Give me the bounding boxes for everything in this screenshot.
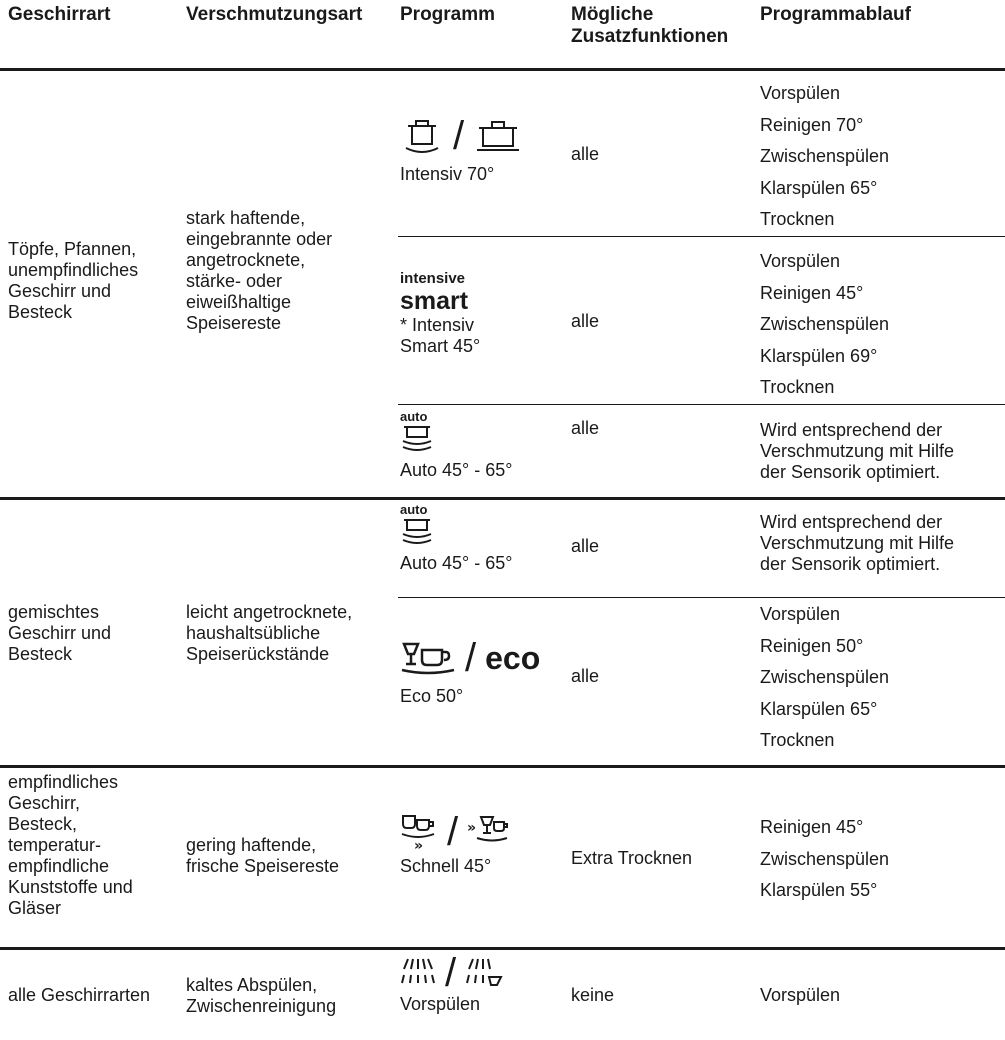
ablauf-step: Klarspülen 55° — [760, 880, 878, 900]
program-name: Schnell 45° — [400, 856, 492, 876]
program-intensiv-smart — [400, 270, 480, 357]
quick-glass-cup-icon — [467, 812, 511, 852]
zusatz-intensiv-70: alle — [571, 144, 600, 164]
program-vorspuelen — [400, 952, 505, 1015]
ablauf-step: Zwischenspülen — [760, 848, 890, 869]
program-name: Auto 45° - 65° — [400, 460, 513, 480]
program-intensiv-70 — [400, 108, 523, 185]
text-line: Besteck — [8, 644, 73, 664]
svg-text:»: » — [467, 820, 477, 836]
text-line: gering haftende, — [186, 835, 317, 855]
program-name: Eco 50° — [400, 686, 464, 706]
ablauf-step: Klarspülen 65° — [760, 177, 878, 198]
slash-separator: / — [465, 636, 477, 680]
pot-icon — [400, 114, 444, 158]
text-line: stärke- oder — [186, 271, 283, 291]
ablauf-step: Klarspülen 69° — [760, 345, 878, 366]
text-line: angetrocknete, — [186, 250, 306, 270]
text-line: Geschirr, — [8, 793, 81, 813]
prerinse-shower-icon — [465, 955, 505, 991]
ablauf-line: Verschmutzung mit Hilfe — [760, 441, 955, 461]
ablauf-step: Vorspülen — [760, 83, 841, 103]
text-line: unempfindliches — [8, 260, 139, 280]
text-line: Besteck — [8, 302, 73, 322]
ablauf-step: Klarspülen 65° — [760, 698, 878, 719]
text-line: frische Speisereste — [186, 856, 340, 876]
shower-icon — [400, 955, 436, 991]
text-line: Töpfe, Pfannen, — [8, 239, 137, 259]
ablauf-schnell-45 — [760, 812, 889, 907]
ablauf-step: Vorspülen — [760, 604, 841, 624]
intensive-smart-logo-bottom: smart — [400, 287, 469, 315]
intensive-smart-logo-top: intensive — [400, 270, 466, 287]
group2-verschmutzungsart — [186, 602, 352, 665]
header-zusatzfunktionen — [571, 0, 728, 70]
header-programm — [400, 0, 495, 70]
slash-separator: / — [445, 951, 457, 995]
ablauf-line: Wird entsprechend der — [760, 512, 943, 532]
program-auto-g2 — [400, 503, 512, 574]
ablauf-step: Zwischenspülen — [760, 146, 890, 166]
ablauf-line: der Sensorik optimiert. — [760, 462, 941, 482]
text-line: Kunststoffe und — [8, 877, 133, 897]
slash-separator: / — [447, 810, 459, 854]
group3-geschirrart — [8, 772, 133, 919]
ablauf-vorspuelen — [760, 985, 840, 1006]
group-rule-2 — [0, 765, 1005, 768]
row-divider-2a — [398, 597, 1005, 598]
header-zusatz-line1: Mögliche — [571, 4, 654, 25]
row-divider-1b — [398, 404, 1005, 405]
header-programmablauf — [760, 0, 911, 70]
text-line: kaltes Abspülen, — [186, 975, 318, 995]
ablauf-intensiv-smart — [760, 246, 889, 404]
zusatz-intensiv-smart: alle — [571, 311, 600, 331]
auto-label: auto — [400, 502, 428, 517]
program-eco-50 — [400, 630, 540, 707]
program-schnell-45 — [400, 808, 511, 877]
pot-icon — [473, 114, 523, 158]
text-line: stark haftende, — [186, 208, 306, 228]
ablauf-step: Reinigen 50° — [760, 635, 864, 656]
text-line: Geschirr und — [8, 623, 112, 643]
svg-text:»: » — [414, 838, 424, 852]
quick-wash-icon — [400, 812, 438, 852]
program-name-line1: * Intensiv — [400, 315, 475, 335]
eco-logo: eco — [485, 640, 541, 676]
program-name-line2: Smart 45° — [400, 336, 481, 356]
row-divider-1a — [398, 236, 1005, 237]
text-line: haushaltsübliche — [186, 623, 321, 643]
glass-cup-icon — [400, 638, 456, 678]
program-name: Auto 45° - 65° — [400, 553, 513, 573]
program-icon-group — [400, 108, 523, 164]
text-line: Zwischenreinigung — [186, 996, 337, 1016]
header-rule — [0, 68, 1005, 71]
group1-verschmutzungsart — [186, 208, 332, 334]
ablauf-auto-g1 — [760, 420, 954, 483]
header-zusatz-line2: Zusatzfunktionen — [571, 26, 729, 47]
program-icon-group — [400, 808, 511, 856]
auto-label: auto — [400, 409, 428, 424]
ablauf-line: Verschmutzung mit Hilfe — [760, 533, 955, 553]
text-line: Geschirr und — [8, 281, 112, 301]
group-rule-1 — [0, 497, 1005, 500]
program-icon-group — [400, 952, 505, 994]
ablauf-eco-50 — [760, 599, 889, 757]
text-line: empfindliche — [8, 856, 110, 876]
auto-bowl-icon — [400, 516, 434, 544]
ablauf-step: Zwischenspülen — [760, 314, 890, 334]
header-geschirrart-text: Geschirrart — [8, 4, 111, 25]
ablauf-step: Reinigen 70° — [760, 114, 864, 135]
zusatz-vorspuelen: keine — [571, 985, 615, 1005]
zusatz-eco-50: alle — [571, 666, 600, 686]
ablauf-step: Reinigen 45° — [760, 282, 864, 303]
text-line: empfindliches — [8, 772, 119, 792]
ablauf-step: Trocknen — [760, 730, 835, 750]
ablauf-step: Reinigen 45° — [760, 817, 864, 837]
text-line: eiweißhaltige — [186, 292, 292, 312]
text-line: eingebrannte oder — [186, 229, 333, 249]
program-name: Vorspülen — [400, 994, 481, 1014]
text-line: leicht angetrocknete, — [186, 602, 353, 622]
text-line: Gläser — [8, 898, 62, 918]
ablauf-line: der Sensorik optimiert. — [760, 554, 941, 574]
ablauf-step: Trocknen — [760, 377, 835, 397]
group4-geschirrart — [8, 985, 150, 1006]
ablauf-step: Zwischenspülen — [760, 667, 890, 687]
text-line: temperatur- — [8, 835, 102, 855]
ablauf-step: Vorspülen — [760, 985, 841, 1005]
ablauf-intensiv-70 — [760, 78, 889, 236]
text-line: Speiserückstände — [186, 644, 330, 664]
zusatz-schnell-45: Extra Trocknen — [571, 848, 693, 868]
header-geschirrart — [8, 0, 110, 70]
program-icon-group — [400, 630, 540, 686]
program-auto-g1 — [400, 410, 512, 481]
text-line: gemischtes — [8, 602, 100, 622]
header-programm-text: Programm — [400, 4, 496, 25]
program-name: Intensiv 70° — [400, 164, 495, 184]
ablauf-line: Wird entsprechend der — [760, 420, 943, 440]
group1-geschirrart — [8, 239, 138, 323]
text-line: alle Geschirrarten — [8, 985, 151, 1005]
group2-geschirrart — [8, 602, 111, 665]
ablauf-step: Vorspülen — [760, 251, 841, 271]
slash-separator: / — [453, 114, 465, 158]
group-rule-3 — [0, 947, 1005, 950]
ablauf-step: Trocknen — [760, 209, 835, 229]
text-line: Speisereste — [186, 313, 282, 333]
zusatz-auto-g2: alle — [571, 536, 600, 556]
text-line: Besteck, — [8, 814, 78, 834]
header-verschmutzungsart-text: Verschmutzungsart — [186, 4, 363, 25]
group4-verschmutzungsart — [186, 975, 336, 1017]
header-programmablauf-text: Programmablauf — [760, 4, 911, 25]
group3-verschmutzungsart — [186, 835, 339, 877]
zusatz-auto-g1: alle — [571, 418, 600, 438]
auto-bowl-icon — [400, 423, 434, 451]
header-verschmutzungsart — [186, 0, 362, 70]
ablauf-auto-g2 — [760, 512, 954, 575]
